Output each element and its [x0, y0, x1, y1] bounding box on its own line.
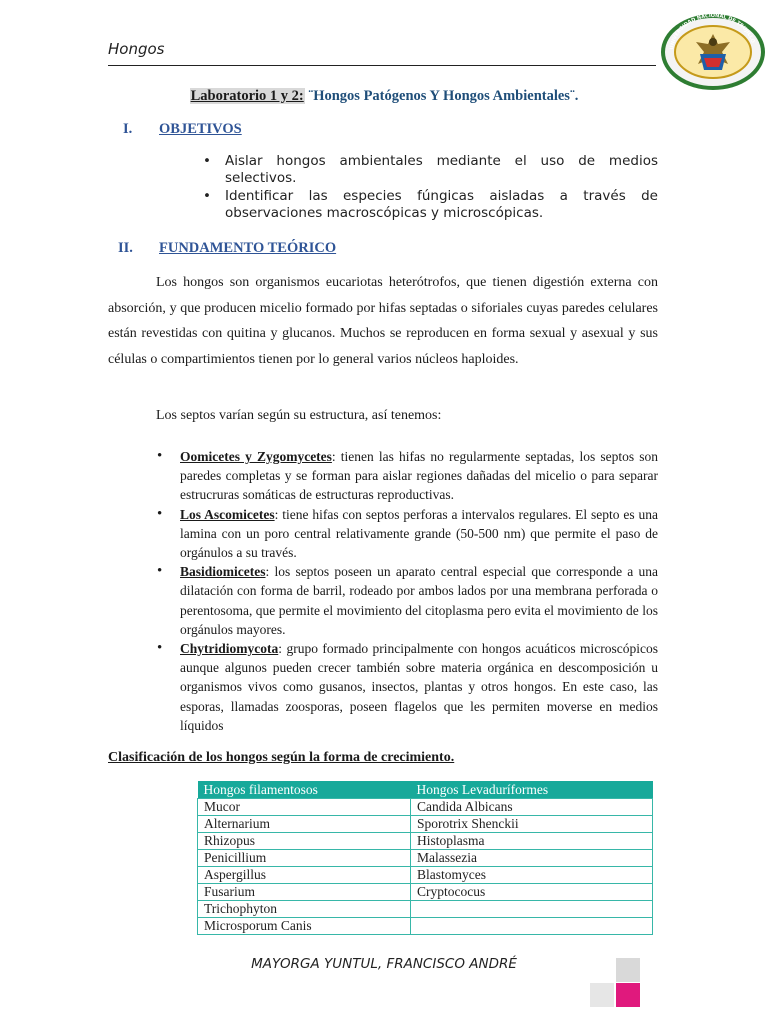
header-divider [108, 65, 656, 66]
table-row [198, 901, 653, 918]
classification-title: Clasificación de los hongos según la forma de crecimiento. [108, 750, 455, 765]
table-cell: Alternarium [198, 816, 411, 833]
table-cell: Histoplasma [410, 833, 652, 850]
table-cell: Rhizopus [198, 833, 411, 850]
lab-title-prefix: Laboratorio 1 y 2: [190, 88, 304, 104]
list-item [156, 562, 658, 639]
decorative-square-accent [616, 983, 640, 1007]
section-fundamento-heading [118, 240, 336, 257]
table-cell [410, 901, 652, 918]
list-item: • Identificar las especies fúngicas aisladas a través de observaciones macroscópicas y microscópicas. [201, 188, 658, 222]
list-item [156, 447, 658, 505]
table-cell: Candida Albicans [410, 799, 652, 816]
septo-term: Los Ascomicetes [180, 506, 275, 522]
section-number: II. [118, 240, 133, 256]
table-cell: Blastomyces [410, 867, 652, 884]
section-objetivos-heading [123, 121, 242, 138]
decorative-square [616, 958, 640, 982]
table-header-row [198, 781, 653, 799]
header-title: Hongos [108, 40, 165, 58]
septo-term: Basidiomicetes [180, 564, 266, 580]
septo-description: : tienen las hifas no regularmente septadas, los septos son paredes completas y se forman para aislar regiones dañadas del micelio o para separar estrucruras somáticas de estructuras reproductivas. [180, 449, 658, 503]
section-title: OBJETIVOS [159, 121, 242, 137]
septos-intro: Los septos varían según su estructura, así tenemos: [156, 408, 442, 423]
table-cell: Sporotrix Shenckii [410, 816, 652, 833]
septo-term: Chytridiomycota [180, 641, 279, 657]
septo-term: Oomicetes y Zygomycetes [180, 449, 332, 464]
list-item [156, 639, 658, 735]
table-cell: Cryptococus [410, 884, 652, 901]
list-item [156, 505, 658, 563]
table-row [198, 884, 653, 901]
table-row [198, 850, 653, 867]
footer-author: MAYORGA YUNTUL, FRANCISCO ANDRÉ [251, 956, 517, 972]
section-number: I. [123, 121, 133, 137]
column-header: Hongos filamentosos [198, 781, 411, 799]
objectives-list [201, 153, 658, 222]
decorative-square [590, 983, 614, 1007]
section-title: FUNDAMENTO TEÓRICO [159, 240, 337, 256]
svg-text:UNIVERSIDAD NACIONAL DE TRUJIL: UNIVERSIDAD NACIONAL DE TRUJILLO [669, 12, 756, 50]
table-cell: Malassezia [410, 850, 652, 867]
table-cell: Penicillium [198, 850, 411, 867]
table-row [198, 799, 653, 816]
fungi-classification-table [197, 781, 653, 935]
septo-description: : los septos poseen un aparato central especial que corresponde a una dilatación con forma de barril, rodeado por ambos lados por una membrana perforada o perentosoma, que permite el movimiento del citoplasma pero evita el movimiento de los orgánulos mayores. [180, 564, 658, 637]
table-cell: Trichophyton [198, 901, 411, 918]
septo-description: : grupo formado principalmente con hongos acuáticos microscópicos aunque algunos pueden crecer también sobre materia orgánica en descomposición u organismos vivos como gusanos, insectos, plantas y otros hongos. En este caso, las esporas, llamadas zoosporas, poseen flagelos que les permiten moverse en medios líquidos [180, 641, 658, 733]
university-seal-logo [656, 12, 768, 92]
table-row [198, 867, 653, 884]
septo-description: : tiene hifas con septos perforas a intervalos regulares. El septo es una lamina con un poro central relativamente grande (50-500 nm) que permite el paso de orgánulos a su través. [180, 506, 659, 561]
table-cell: Microsporum Canis [198, 918, 411, 935]
table-cell: Fusarium [198, 884, 411, 901]
column-header: Hongos Levaduríformes [410, 781, 652, 799]
table-cell: Mucor [198, 799, 411, 816]
septos-list [156, 447, 658, 735]
table-row [198, 918, 653, 935]
fundamento-paragraph: Los hongos son organismos eucariotas heterótrofos, que tienen digestión externa con absorción, y que producen micelio formado por hifas septadas o siforiales cuyas paredes celulares están revestidas con quitina y glucanos. Muchos se reproducen en forma sexual y asexual y sus células o compartimientos tienen por lo general varios núcleos haploides. [108, 275, 658, 367]
lab-title [0, 88, 768, 105]
list-item: • Aislar hongos ambientales mediante el uso de medios selectivos. [201, 153, 658, 187]
lab-title-text: ¨Hongos Patógenos Y Hongos Ambientales¨. [304, 88, 579, 104]
table-row [198, 816, 653, 833]
table-row [198, 833, 653, 850]
table-cell: Aspergillus [198, 867, 411, 884]
table-cell [410, 918, 652, 935]
